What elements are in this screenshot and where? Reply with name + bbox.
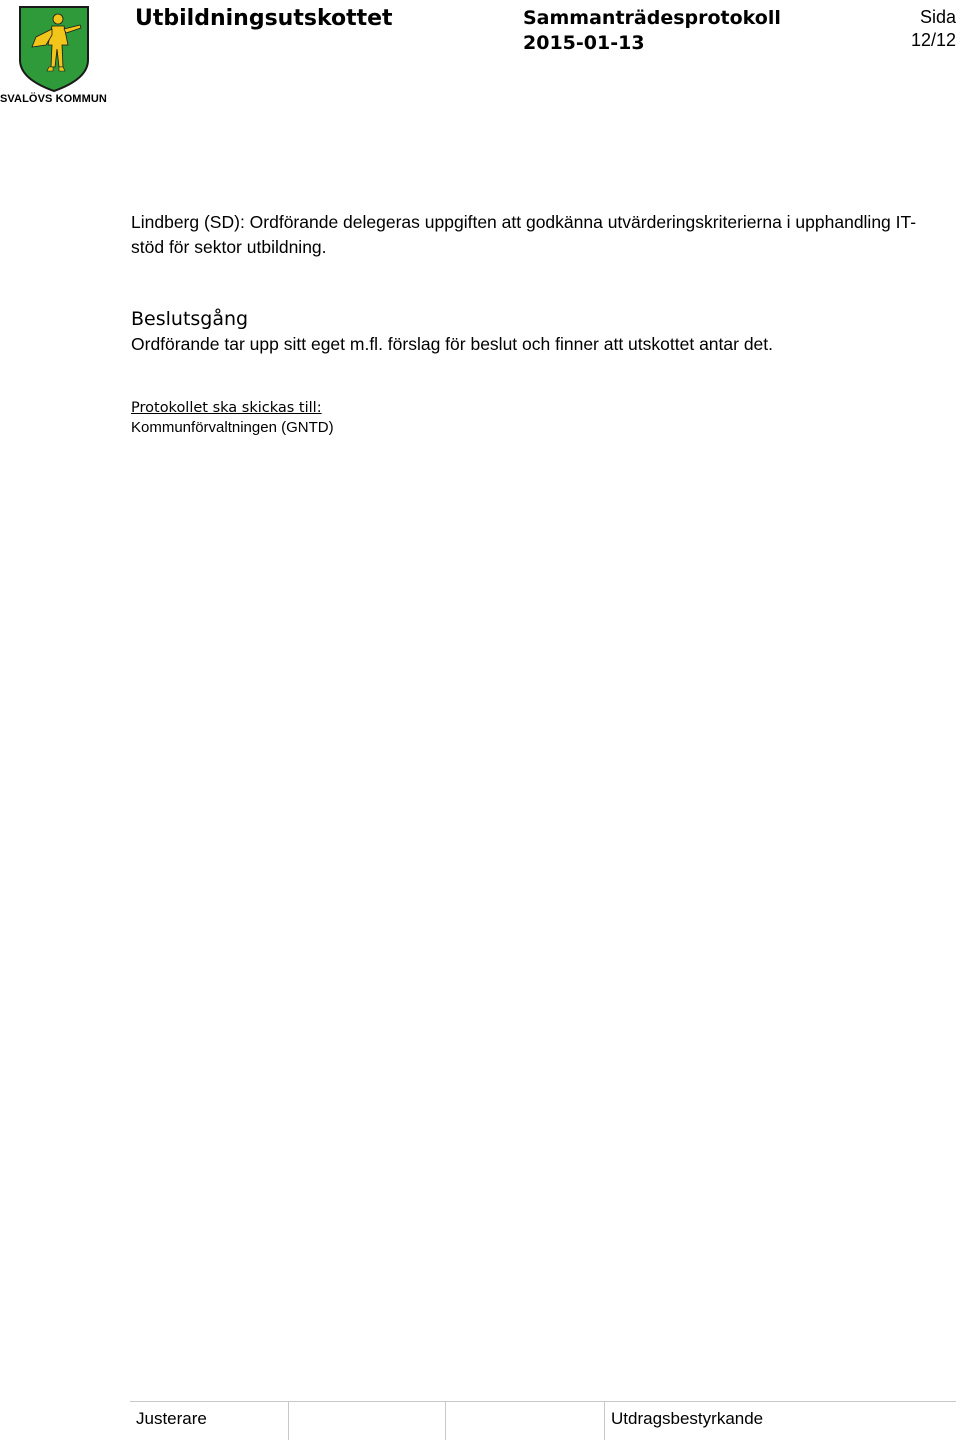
page-label: Sida — [919, 7, 956, 27]
distribution-recipient: Kommunförvaltningen (GNTD) — [131, 419, 334, 436]
signature-footer — [130, 1401, 956, 1440]
footer-cell-signature-1 — [288, 1402, 445, 1440]
protocol-header — [523, 6, 781, 56]
footer-cell-utdragsbestyrkande: Utdragsbestyrkande — [604, 1402, 956, 1440]
motion-paragraph: Lindberg (SD): Ordförande delegeras uppgiften att godkänna utvärderingskriterierna i upphandling IT-stöd för sektor utbildning. — [131, 212, 917, 257]
decision-paragraph: Ordförande tar upp sitt eget m.fl. förslag för beslut och finner att utskottet antar det. — [131, 334, 774, 354]
protocol-body — [131, 210, 931, 438]
page-indicator — [911, 6, 956, 52]
protocol-title: Sammanträdesprotokoll — [523, 7, 781, 29]
distribution-label: Protokollet ska skickas till: — [131, 400, 322, 416]
coat-of-arms-sower-icon — [18, 5, 90, 93]
decision-heading: Beslutsgång — [131, 308, 249, 330]
municipality-name: SVALÖVS KOMMUN — [0, 93, 107, 105]
meeting-date: 2015-01-13 — [523, 32, 645, 54]
footer-cell-justerare: Justerare — [136, 1409, 207, 1428]
footer-cell-signature-2 — [445, 1402, 604, 1440]
page-number: 12/12 — [910, 30, 956, 50]
committee-title: Utbildningsutskottet — [135, 6, 393, 31]
